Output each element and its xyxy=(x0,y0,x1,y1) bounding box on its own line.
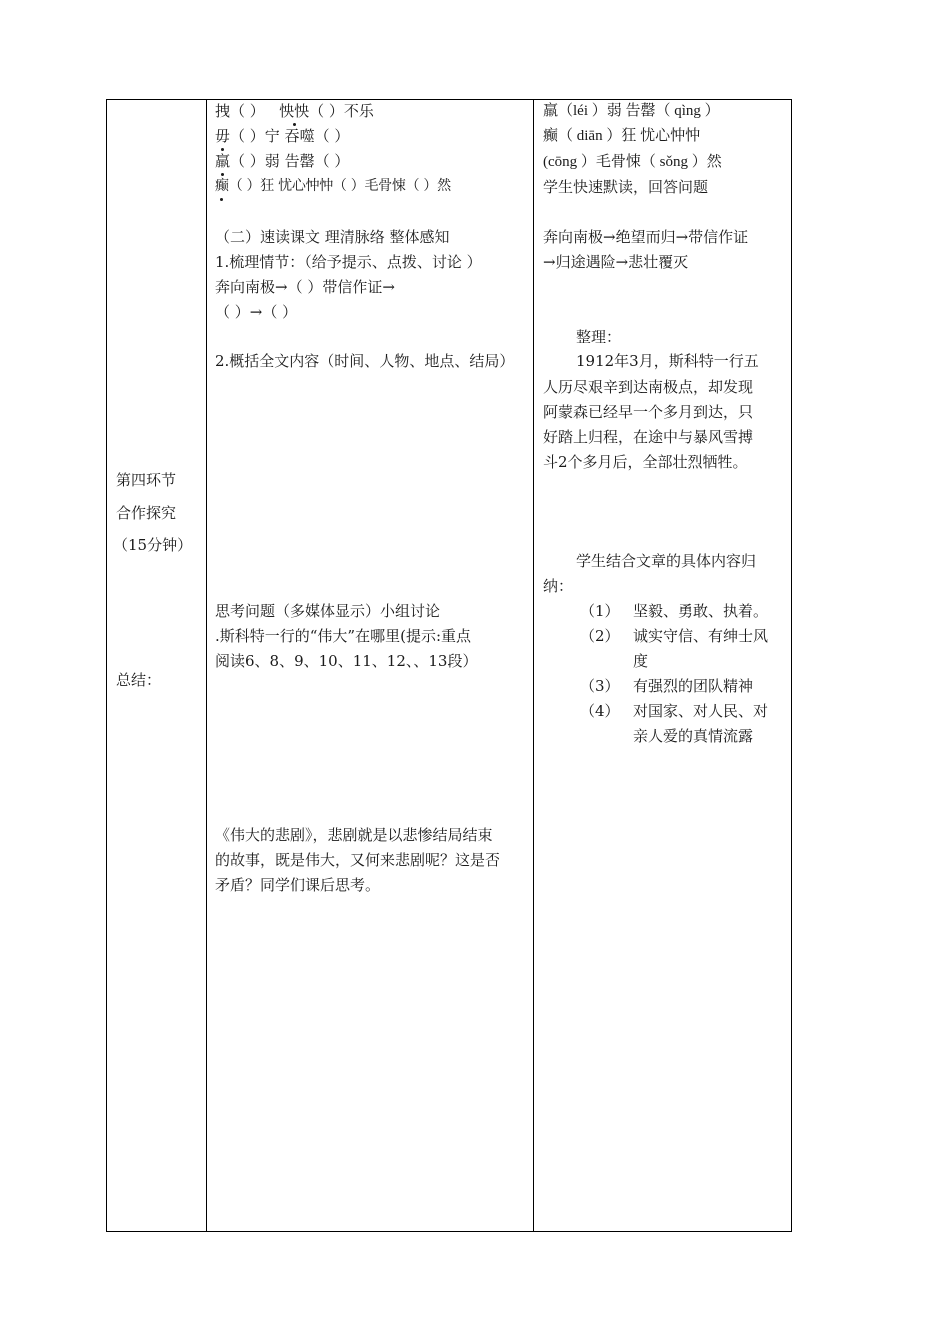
plot-line: 奔向南极→（ ）带信作证→ xyxy=(215,278,395,296)
organize-label: 整理： xyxy=(576,328,622,346)
plot-answer: 奔向南极→绝望而归→带信作证 xyxy=(543,228,749,246)
vocab-word: 怏怏 xyxy=(279,99,309,123)
quality-text: 对国家、对人民、对 xyxy=(633,702,769,720)
induce-text: 学生结合文章的具体内容归 xyxy=(576,552,757,570)
activity-label: 合作探究 xyxy=(116,504,177,522)
answer-blank: （ ） xyxy=(228,178,261,194)
duration-label: （15分钟） xyxy=(113,536,193,554)
summary-label: 总结： xyxy=(116,671,162,689)
pinyin-answer: 羸（léi ）弱 告罄（ qìng ） xyxy=(543,103,720,119)
quality-number: （1） xyxy=(580,602,620,620)
pinyin-answer: (cōng ）毛骨悚（ sǒng ）然 xyxy=(543,154,722,170)
answer-blank: （ ） xyxy=(314,127,350,145)
discussion-title: 思考问题（多媒体显示）小组讨论 xyxy=(215,602,441,620)
induce-text: 纳： xyxy=(543,577,574,595)
closing-text: 《伟大的悲剧》，悲剧就是以悲惨结局结束 xyxy=(215,826,493,844)
discussion-question: .斯科特一行的“伟大”在哪里(提示:重点 xyxy=(215,627,472,645)
answer-blank: （ ） xyxy=(332,178,365,194)
quality-text: 亲人爱的真情流露 xyxy=(633,727,754,745)
plot-answer: →归途遇险→悲壮覆灭 xyxy=(543,253,689,271)
answer-blank: （ ） xyxy=(314,152,350,170)
organize-text: 好踏上归程，在途中与暴风雪搏 xyxy=(543,428,754,446)
quality-text: 有强烈的团队精神 xyxy=(633,677,754,695)
quality-text: 坚毅、勇敢、执着。 xyxy=(633,602,769,620)
vocab-word: 宁 吞噬 xyxy=(264,127,315,145)
discussion-question: 阅读6、8、9、10、11、12、、13段） xyxy=(215,652,478,670)
right-column xyxy=(534,100,792,1231)
vocab-row xyxy=(215,149,349,173)
organize-text: 人历尽艰辛到达南极点，却发现 xyxy=(543,378,754,396)
vocab-word: 弱 告罄 xyxy=(264,152,315,170)
organize-text: 1912年3月，斯科特一行五 xyxy=(576,352,759,370)
vocab-row xyxy=(215,174,451,198)
plot-line: （ ）→（ ） xyxy=(215,303,298,321)
quality-text: 度 xyxy=(633,652,649,670)
organize-text: 阿蒙森已经早一个多月到达，只 xyxy=(543,403,754,421)
closing-text: 的故事，既是伟大，又何来悲剧呢？这是否 xyxy=(215,851,501,869)
quality-number: （3） xyxy=(580,677,620,695)
vocab-word: 狂 忧心忡忡 xyxy=(260,178,333,194)
quality-text: 诚实守信、有绅士风 xyxy=(633,627,769,645)
pinyin-answer: 癫（ diān ）狂 忧心忡忡 xyxy=(543,128,701,144)
vocab-word: 癫 xyxy=(215,174,229,198)
quality-number: （2） xyxy=(580,627,620,645)
vocab-row xyxy=(215,124,349,148)
part2-heading: （二）速读课文 理清脉络 整体感知 xyxy=(215,228,450,246)
lesson-table xyxy=(106,99,792,1232)
summary-task: 2.概括全文内容（时间、人物、地点、结局） xyxy=(215,352,515,370)
plot-task: 1.梳理情节：（给予提示、点拨、讨论 ） xyxy=(215,253,482,271)
answer-blank: （ ） xyxy=(230,102,265,120)
vocab-tail: 不乐 xyxy=(343,102,374,120)
vocab-tail: 毛骨悚（ ）然 xyxy=(364,178,451,194)
answer-blank: （ ） xyxy=(230,127,265,145)
vocab-word: 毋 xyxy=(215,124,230,148)
organize-text: 斗2个多月后，全部壮烈牺牲。 xyxy=(543,453,748,471)
closing-text: 矛盾？同学们课后思考。 xyxy=(215,876,381,894)
vocab-row xyxy=(215,99,374,123)
vocab-word: 拽 xyxy=(215,102,231,120)
section-label: 第四环节 xyxy=(116,471,177,489)
student-activity: 学生快速默读，回答问题 xyxy=(543,178,709,196)
middle-column xyxy=(207,100,533,1231)
left-column xyxy=(107,100,206,1231)
vocab-word: 羸 xyxy=(215,149,230,173)
quality-number: （4） xyxy=(580,702,620,720)
answer-blank: （ ） xyxy=(309,102,344,120)
answer-blank: （ ） xyxy=(230,152,265,170)
